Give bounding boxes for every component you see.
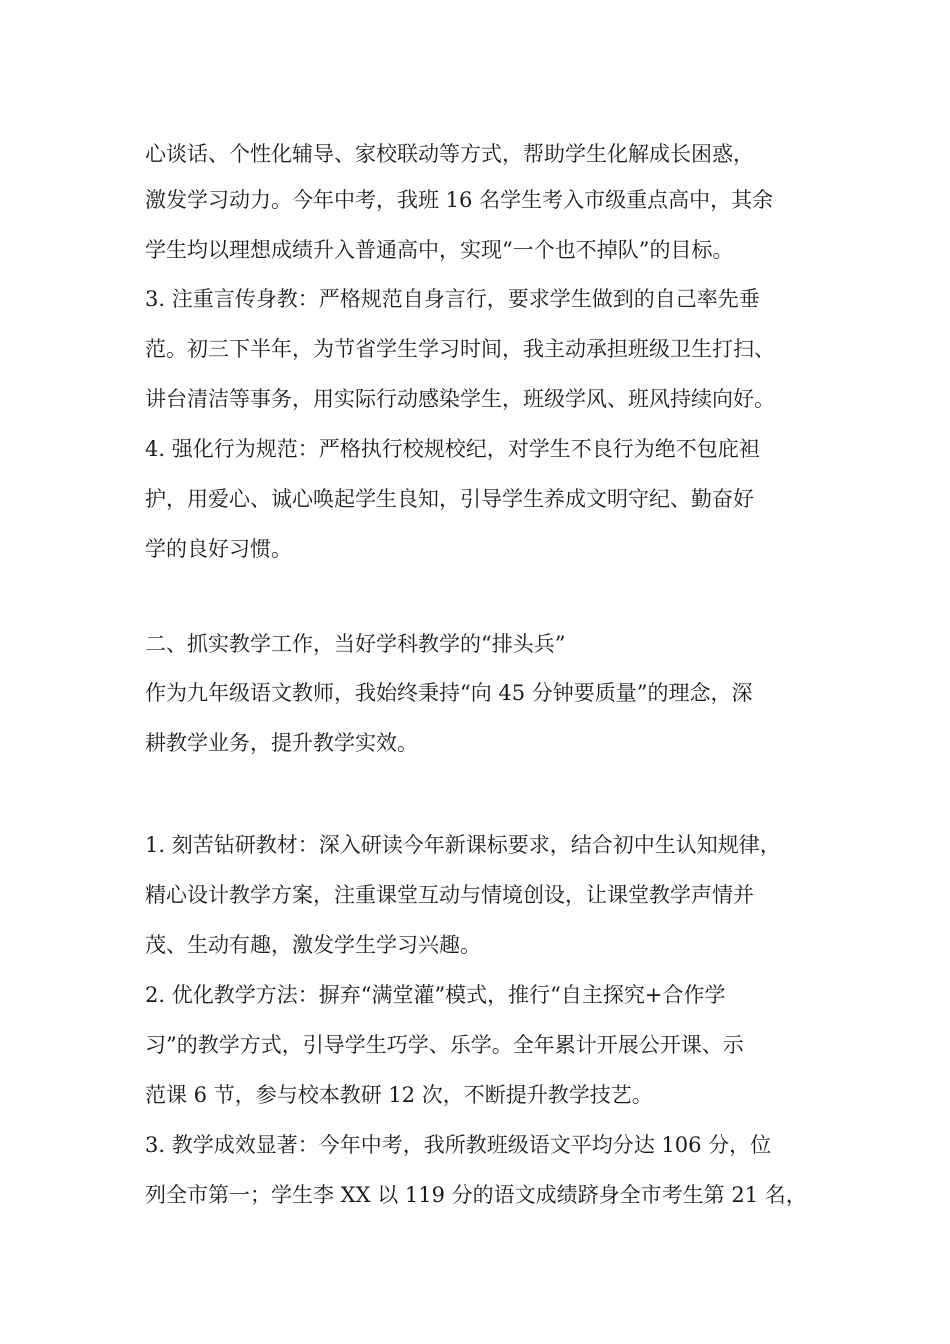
paragraph-line: 心谈话、个性化辅导、家校联动等方式，帮助学生化解成长困惑， bbox=[145, 142, 754, 166]
paragraph-line: 作为九年级语文教师，我始终秉持“向 45 分钟要质量”的理念，深 bbox=[145, 681, 753, 705]
paragraph-line: 讲台清洁等事务，用实际行动感染学生，班级学风、班风持续向好。 bbox=[145, 387, 775, 411]
paragraph-line: 学生均以理想成绩升入普通高中，实现“一个也不掉队”的目标。 bbox=[145, 238, 734, 262]
list-item-line: 4. 强化行为规范：严格执行校规校纪，对学生不良行为绝不包庇袒 bbox=[145, 437, 760, 461]
paragraph-line: 护，用爱心、诚心唤起学生良知，引导学生养成文明守纪、勤奋好 bbox=[145, 487, 754, 511]
paragraph-line: 精心设计教学方案，注重课堂互动与情境创设，让课堂教学声情并 bbox=[145, 883, 754, 907]
paragraph-line: 范。初三下半年，为节省学生学习时间，我主动承担班级卫生打扫、 bbox=[145, 337, 775, 361]
paragraph-line: 茂、生动有趣，激发学生学习兴趣。 bbox=[145, 933, 481, 957]
paragraph-line: 激发学习动力。今年中考，我班 16 名学生考入市级重点高中，其余 bbox=[145, 188, 774, 212]
list-item-line: 2. 优化教学方法：摒弃“满堂灌”模式，推行“自主探究+合作学 bbox=[145, 983, 726, 1007]
paragraph-line: 学的良好习惯。 bbox=[145, 537, 292, 561]
paragraph-line: 列全市第一；学生李 XX 以 119 分的语文成绩跻身全市考生第 21 名， bbox=[145, 1183, 807, 1207]
section-heading: 二、抓实教学工作，当好学科教学的“排头兵” bbox=[145, 632, 566, 656]
paragraph-line: 耕教学业务，提升教学实效。 bbox=[145, 731, 418, 755]
paragraph-line: 习”的教学方式，引导学生巧学、乐学。全年累计开展公开课、示 bbox=[145, 1033, 744, 1057]
list-item-line: 3. 教学成效显著：今年中考，我所教班级语文平均分达 106 分，位 bbox=[145, 1133, 772, 1157]
list-item-line: 1. 刻苦钻研教材：深入研读今年新课标要求，结合初中生认知规律， bbox=[145, 833, 781, 857]
list-item-line: 3. 注重言传身教：严格规范自身言行，要求学生做到的自己率先垂 bbox=[145, 287, 760, 311]
paragraph-line: 范课 6 节，参与校本教研 12 次，不断提升教学技艺。 bbox=[145, 1083, 653, 1107]
